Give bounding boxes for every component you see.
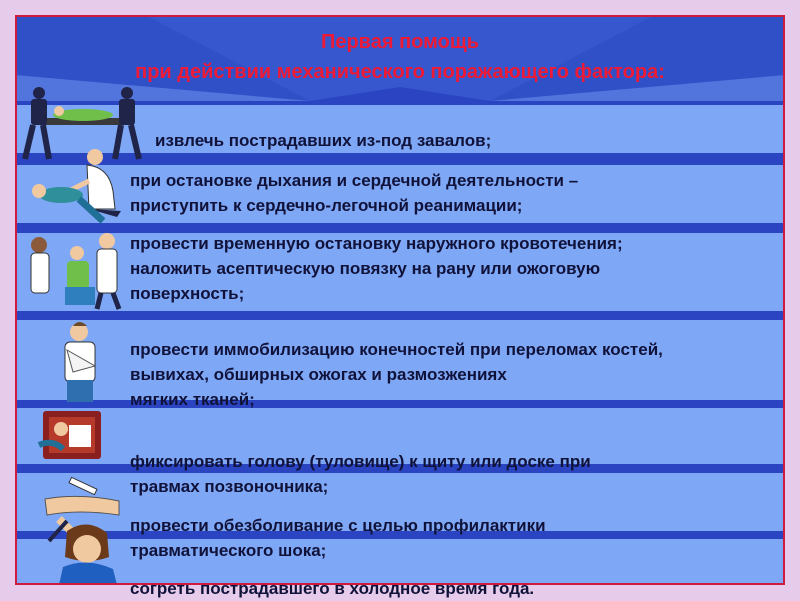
list-item-line: провести иммобилизацию конечностей при переломах костей, xyxy=(130,340,663,359)
list-item-line: вывихах, обширных ожогах и размозжениях xyxy=(130,365,507,384)
list-item-line: провести временную остановку наружного кровотечения; xyxy=(130,234,623,253)
list-item xyxy=(130,231,623,306)
list-item xyxy=(155,128,491,153)
list-item-line: согреть пострадавшего в холодное время года. xyxy=(130,579,535,598)
list-item xyxy=(130,576,534,601)
list-item xyxy=(130,449,591,499)
list-item-line: извлечь пострадавших из-под завалов; xyxy=(155,131,492,150)
slide-title-line2: при действии механического поражающего фактора: xyxy=(135,61,665,83)
slide-title-line1: Первая помощь xyxy=(320,31,480,53)
list-item-line: травмах позвоночника; xyxy=(130,477,329,496)
bandaging-icon xyxy=(25,231,133,311)
arm-sling-icon xyxy=(53,320,111,404)
list-item-line: провести обезболивание с целью профилактики xyxy=(130,516,546,535)
list-item-line: при остановке дыхания и сердечной деятельности – xyxy=(130,171,579,190)
spine-board-icon xyxy=(39,405,105,469)
list-item-line: поверхность; xyxy=(130,284,245,303)
list-item xyxy=(130,337,663,412)
list-item-line: приступить к сердечно-легочной реанимации; xyxy=(130,196,523,215)
list-item xyxy=(130,168,578,218)
list-item-line: травматического шока; xyxy=(130,541,327,560)
list-item-line: мягких тканей; xyxy=(130,390,255,409)
warming-icon xyxy=(55,521,121,585)
list-item-line: фиксировать голову (туловище) к щиту или доске при xyxy=(130,452,591,471)
cpr-icon xyxy=(29,147,127,225)
list-item-line: наложить асептическую повязку на рану или ожоговую xyxy=(130,259,601,278)
slide xyxy=(15,15,785,598)
list-item xyxy=(130,513,546,563)
